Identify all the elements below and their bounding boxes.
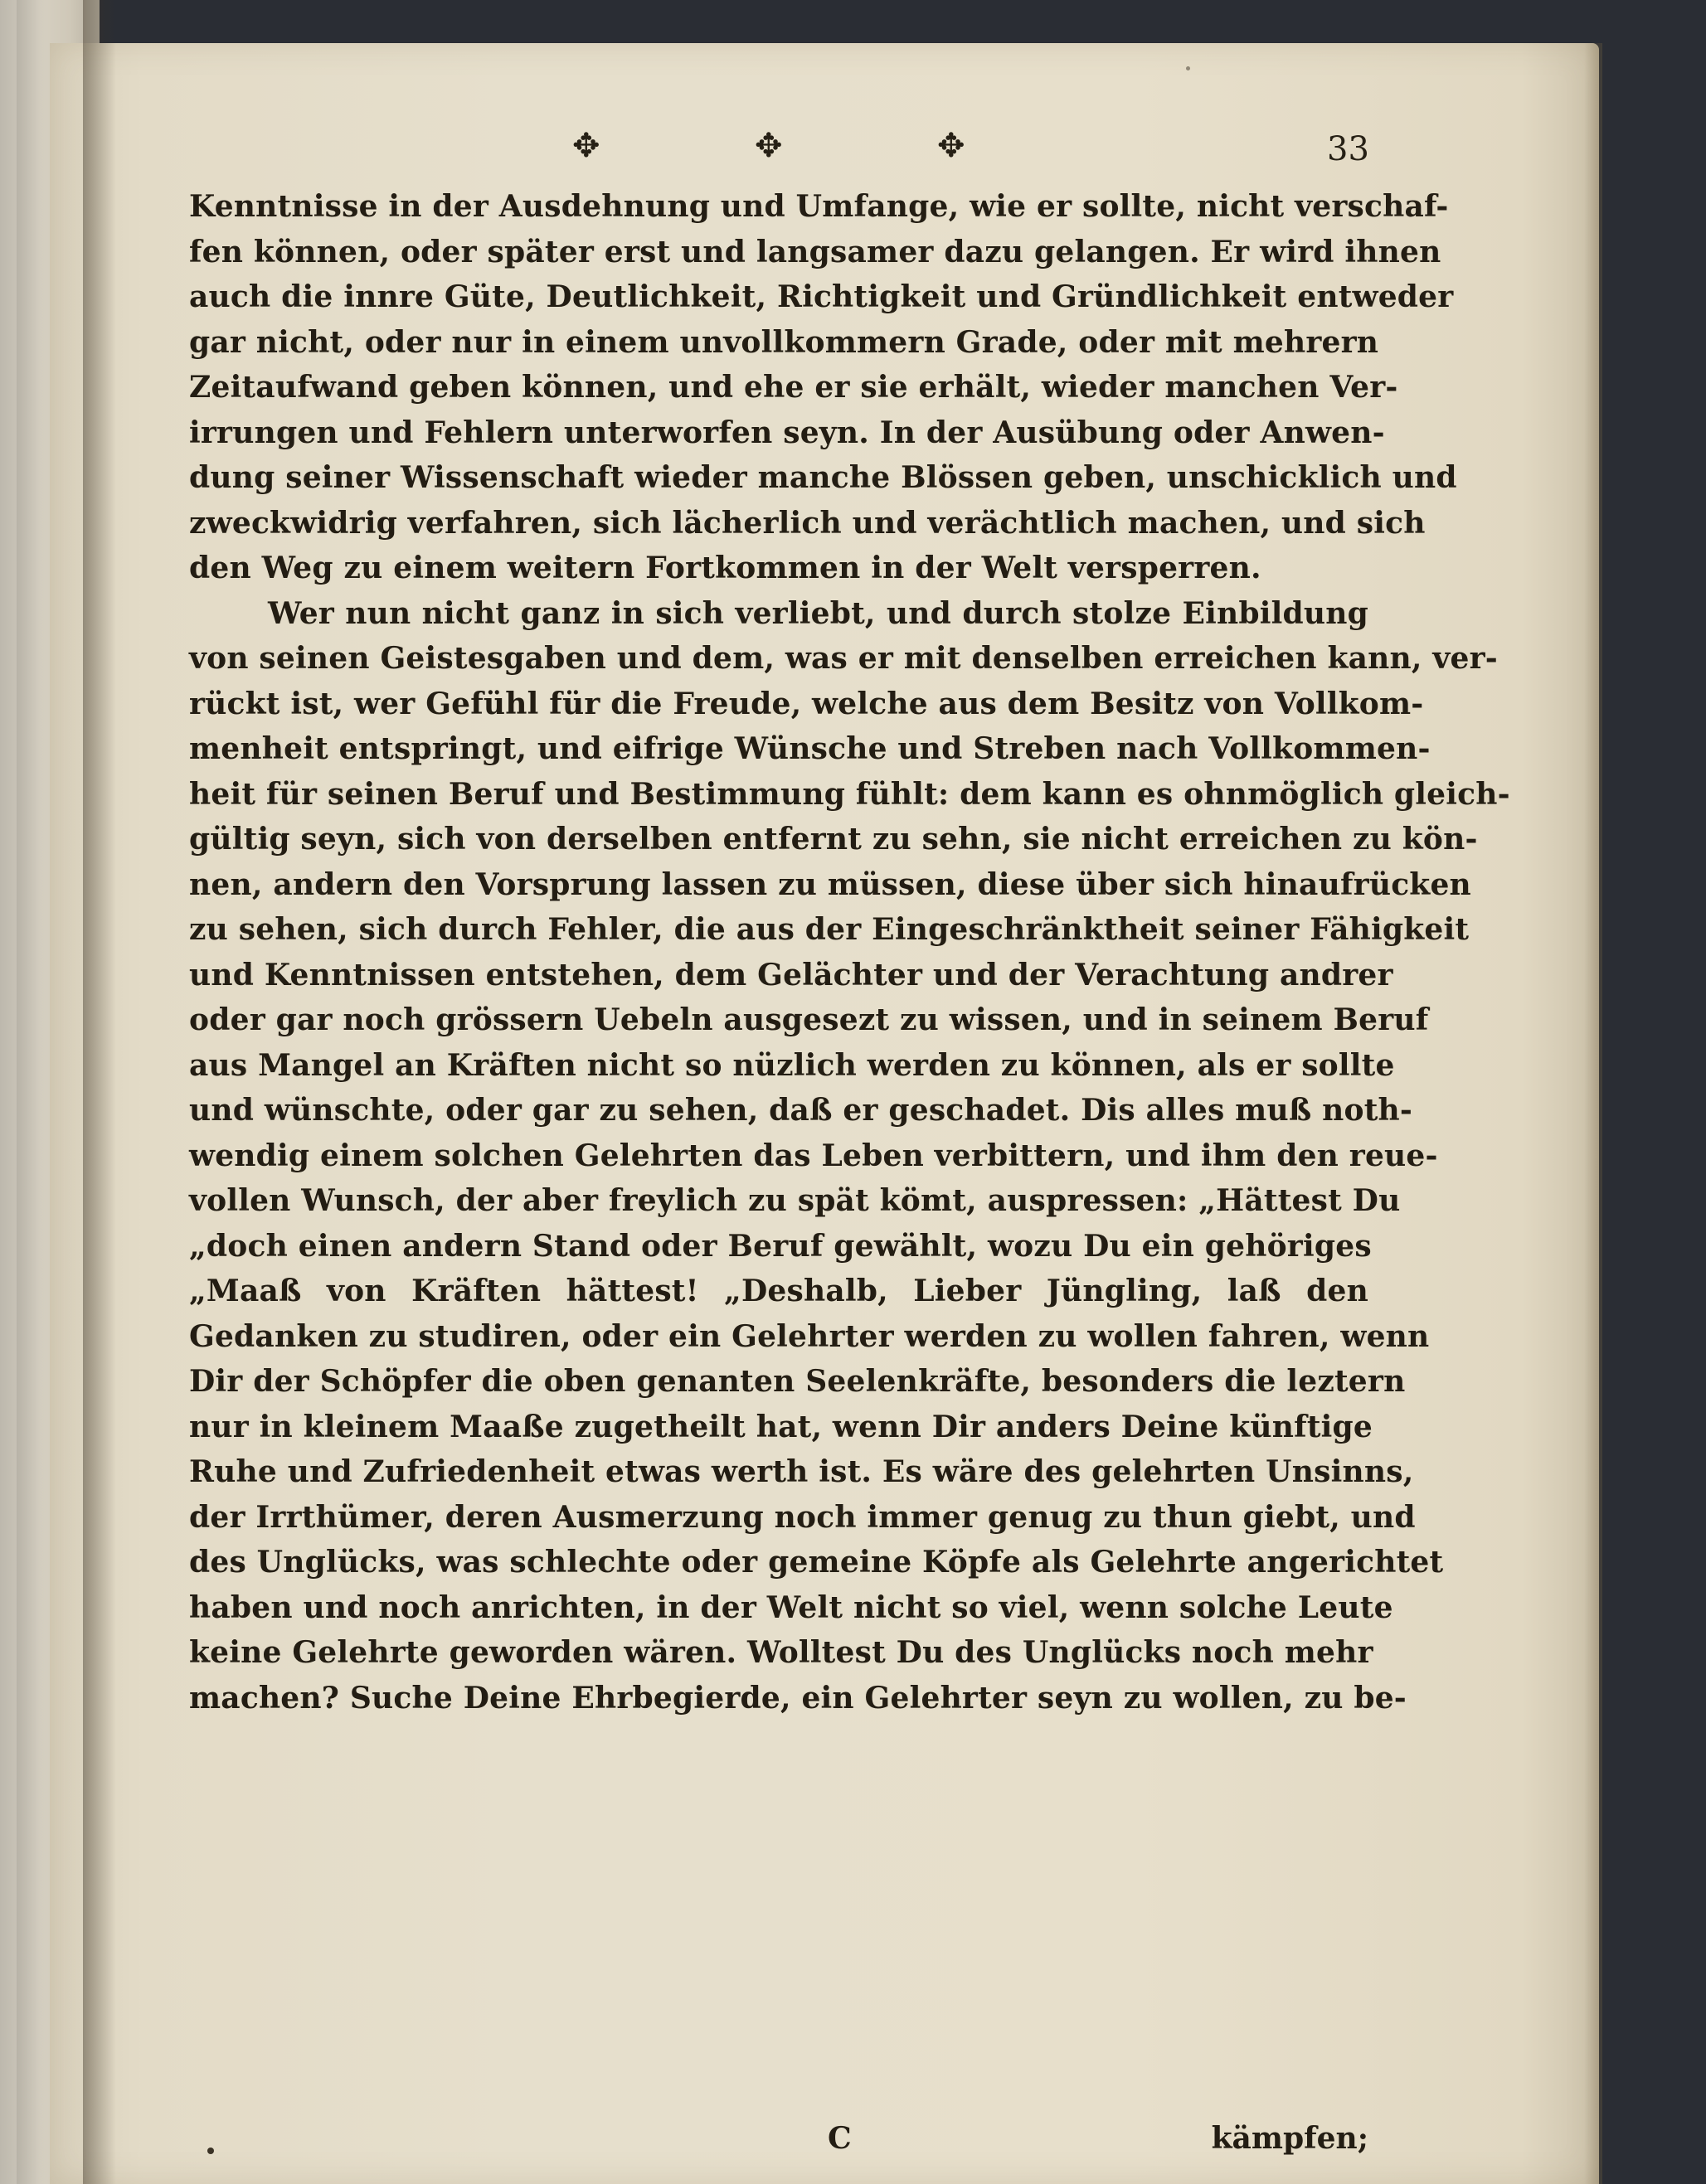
text-line: keine Gelehrte geworden wären. Wolltest Du des Unglücks noch mehr bbox=[189, 1635, 1373, 1670]
text-line: vollen Wunsch, der aber freylich zu spät kömt, auspressen: „Hättest Du bbox=[189, 1183, 1401, 1218]
text-line: oder gar noch grössern Uebeln ausgesezt zu wissen, und in seinem Beruf bbox=[189, 1002, 1429, 1037]
text-line: Gedanken zu studiren, oder ein Gelehrter werden zu wollen fahren, wenn bbox=[189, 1318, 1430, 1354]
text-line: zweckwidrig verfahren, sich lächerlich und verächtlich machen, und sich bbox=[189, 505, 1426, 541]
ink-speck bbox=[207, 2148, 214, 2154]
ornament-icon: ✥ bbox=[572, 127, 600, 165]
text-line: nur in kleinem Maaße zugetheilt hat, wenn Dir anders Deine künftige bbox=[189, 1409, 1373, 1444]
text-line: Ruhe und Zufriedenheit etwas werth ist. Es wäre des gelehrten Unsinns, bbox=[189, 1454, 1414, 1489]
text-line: des Unglücks, was schlechte oder gemeine Köpfe als Gelehrte angerichtet bbox=[189, 1545, 1444, 1580]
signature-mark: C bbox=[828, 2121, 852, 2156]
text-line: fen können, oder später erst und langsamer dazu gelangen. Er wird ihnen bbox=[189, 234, 1441, 269]
text-line: menheit entspringt, und eifrige Wünsche und Streben nach Vollkommen- bbox=[189, 731, 1431, 766]
ink-speck bbox=[1186, 66, 1190, 70]
text-line: und Kenntnissen entstehen, dem Gelächter und der Verachtung andrer bbox=[189, 957, 1393, 993]
text-line: und wünschte, oder gar zu sehen, daß er geschadet. Dis alles muß noth- bbox=[189, 1093, 1413, 1128]
ornament-icon: ✥ bbox=[937, 127, 965, 165]
text-line: Kenntnisse in der Ausdehnung und Umfange, wie er sollte, nicht verschaf- bbox=[189, 189, 1449, 224]
page-number: 33 bbox=[1327, 130, 1369, 168]
catchword: kämpfen; bbox=[1211, 2121, 1368, 2156]
text-line: auch die innre Güte, Deutlichkeit, Richtigkeit und Gründlichkeit entweder bbox=[189, 279, 1454, 314]
text-line: heit für seinen Beruf und Bestimmung fühlt: dem kann es ohnmöglich gleich- bbox=[189, 776, 1510, 812]
text-line: der Irrthümer, deren Ausmerzung noch immer genug zu thun giebt, und bbox=[189, 1499, 1416, 1535]
text-line: aus Mangel an Kräften nicht so nüzlich werden zu können, als er sollte bbox=[189, 1047, 1395, 1083]
text-line: zu sehen, sich durch Fehler, die aus der Eingeschränktheit seiner Fähigkeit bbox=[189, 912, 1470, 947]
text-line: rückt ist, wer Gefühl für die Freude, welche aus dem Besitz von Vollkom- bbox=[189, 686, 1424, 721]
text-line: „Maaß von Kräften hättest! „Deshalb, Lieber Jüngling, laß den bbox=[189, 1274, 1368, 1308]
text-line: irrungen und Fehlern unterworfen seyn. In der Ausübung oder Anwen- bbox=[189, 415, 1385, 450]
text-line: den Weg zu einem weitern Fortkommen in der Welt versperren. bbox=[189, 551, 1261, 585]
text-line: „doch einen andern Stand oder Beruf gewählt, wozu Du ein gehöriges bbox=[189, 1228, 1372, 1264]
body-text bbox=[189, 184, 1510, 1721]
text-line: wendig einem solchen Gelehrten das Leben verbittern, und ihm den reue- bbox=[189, 1138, 1438, 1173]
text-line: gar nicht, oder nur in einem unvollkommern Grade, oder mit mehrern bbox=[189, 324, 1379, 360]
text-line: haben und noch anrichten, in der Welt nicht so viel, wenn solche Leute bbox=[189, 1589, 1393, 1625]
page-header bbox=[572, 121, 1402, 171]
text-line: gültig seyn, sich von derselben entfernt zu sehn, sie nicht erreichen zu kön- bbox=[189, 822, 1478, 857]
text-line: Wer nun nicht ganz in sich verliebt, und durch stolze Einbildung bbox=[268, 595, 1368, 631]
text-line: machen? Suche Deine Ehrbegierde, ein Gelehrter seyn zu wollen, zu be- bbox=[189, 1680, 1407, 1716]
text-line: Dir der Schöpfer die oben genanten Seelenkräfte, besonders die leztern bbox=[189, 1364, 1406, 1399]
spine-shadow bbox=[83, 0, 116, 2184]
text-line: dung seiner Wissenschaft wieder manche Blössen geben, unschicklich und bbox=[189, 460, 1457, 495]
text-line: Zeitaufwand geben können, und ehe er sie erhält, wieder manchen Ver- bbox=[189, 370, 1398, 405]
page-edge-shadow bbox=[1584, 43, 1602, 2184]
paragraph-2 bbox=[189, 591, 1510, 1721]
footer-line bbox=[189, 2116, 1368, 2161]
text-line: von seinen Geistesgaben und dem, was er mit denselben erreichen kann, ver- bbox=[189, 641, 1498, 676]
ornament-icon: ✥ bbox=[755, 127, 783, 165]
text-line: nen, andern den Vorsprung lassen zu müssen, diese über sich hinaufrücken bbox=[189, 866, 1471, 902]
paragraph-1 bbox=[189, 184, 1457, 591]
